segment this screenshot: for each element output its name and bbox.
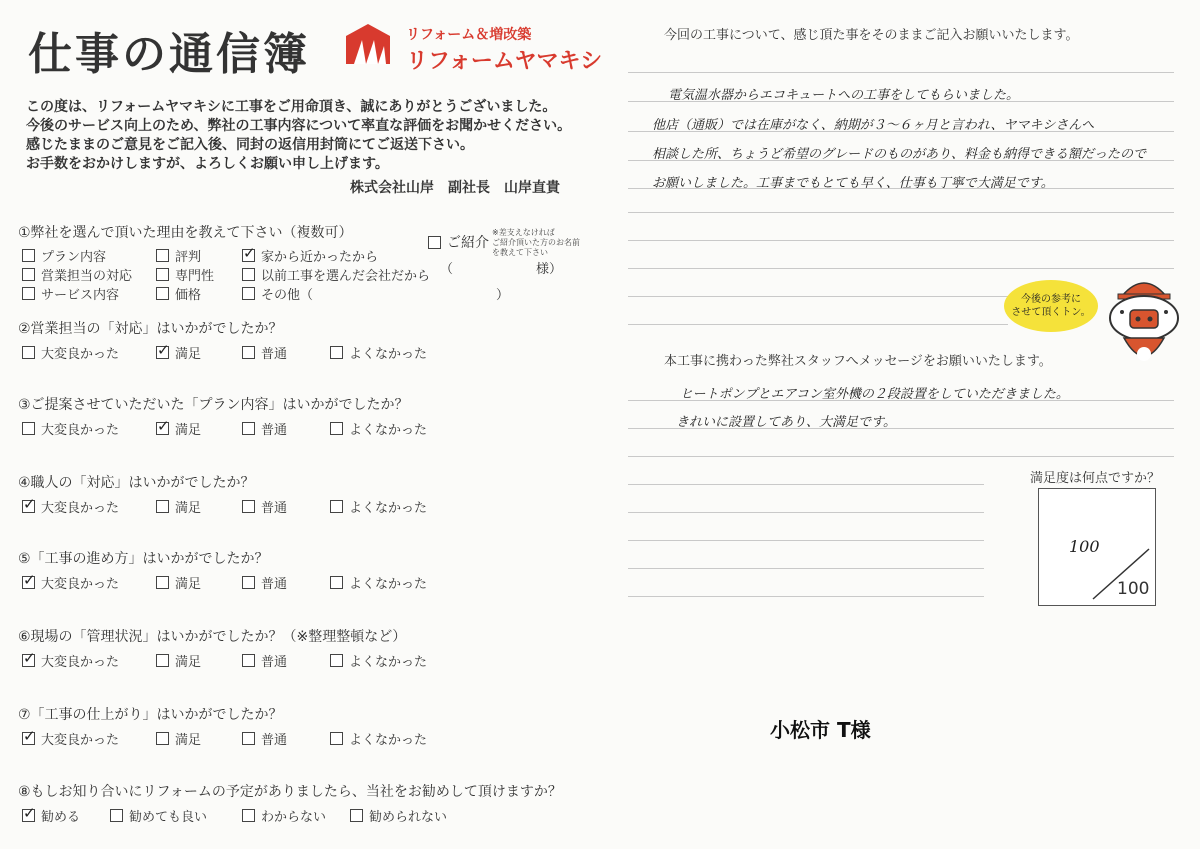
checkbox-icon[interactable]: [156, 346, 169, 359]
comment-text-line: お願いしました。工事までもとても早く、仕事も丁寧で大満足です。: [652, 176, 1054, 191]
checkbox-icon[interactable]: [156, 268, 169, 281]
bubble-line: 今後の参考に: [1021, 294, 1081, 305]
logo-name: リフォームヤマキシ: [406, 49, 603, 74]
rating-option[interactable]: ✓ 大変良かった: [22, 729, 119, 748]
comment-heading: 今回の工事について、感じ頂た事をそのままご記入お願いいたします。: [664, 28, 1079, 43]
checkbox-price[interactable]: 価格: [156, 284, 201, 303]
other-close-paren: ）: [496, 288, 510, 303]
checkbox-icon[interactable]: [350, 809, 363, 822]
checkbox-icon[interactable]: [156, 654, 169, 667]
ruled-line: [628, 268, 1174, 269]
rating-option[interactable]: 普通: [242, 497, 287, 516]
checkbox-icon[interactable]: [22, 287, 35, 300]
score-heading: 満足度は何点ですか？: [1030, 471, 1161, 486]
checkbox-icon[interactable]: [156, 287, 169, 300]
rating-option[interactable]: 満足: [156, 729, 201, 748]
customer-name: 小松市 T様: [770, 718, 871, 742]
comment-text-line: 電気温水器からエコキュートへの工事をしてもらいました。: [668, 88, 1020, 103]
checkbox-icon[interactable]: [242, 809, 255, 822]
intro-open-paren: （: [440, 262, 454, 277]
rating-option[interactable]: よくなかった: [330, 497, 427, 516]
checkbox-other[interactable]: その他（: [242, 284, 313, 303]
checkbox-icon[interactable]: [330, 500, 343, 513]
ruled-line: [628, 212, 1174, 213]
rating-option[interactable]: 普通: [242, 343, 287, 362]
rating-option[interactable]: ✓ 満足: [156, 419, 201, 438]
ruled-line: [628, 596, 984, 597]
ruled-line: [628, 512, 984, 513]
rating-option[interactable]: 普通: [242, 573, 287, 592]
checkbox-icon[interactable]: [242, 346, 255, 359]
score-box[interactable]: [1038, 488, 1156, 606]
intro-text: [26, 98, 571, 174]
checkbox-icon[interactable]: [242, 500, 255, 513]
ruled-line: [628, 72, 1174, 73]
intro-line: この度は、リフォームヤマキシに工事をご用命頂き、誠にありがとうございました。: [26, 99, 557, 115]
checkbox-icon[interactable]: [242, 268, 255, 281]
checkbox-icon[interactable]: [242, 287, 255, 300]
intro-sama: 様）: [536, 262, 563, 277]
checkbox-icon[interactable]: [22, 576, 35, 589]
checkbox-icon[interactable]: [22, 654, 35, 667]
rating-option[interactable]: 大変良かった: [22, 419, 119, 438]
rating-option[interactable]: 普通: [242, 729, 287, 748]
page-title: 仕事の通信簿: [28, 29, 310, 80]
checkbox-icon[interactable]: [22, 268, 35, 281]
checkbox-icon[interactable]: [242, 249, 255, 262]
introduction-note: ※差支えなければ ご紹介頂いた方のお名前 を教えて下さい: [492, 228, 580, 257]
checkbox-icon[interactable]: [22, 346, 35, 359]
question-1: ①弊社を選んで頂いた理由を教えて下さい（複数可）: [18, 225, 353, 241]
ruled-line: [628, 296, 1008, 297]
checkbox-icon[interactable]: [156, 249, 169, 262]
checkbox-icon[interactable]: [156, 576, 169, 589]
checkbox-reputation[interactable]: 評判: [156, 246, 201, 265]
checkbox-icon[interactable]: [242, 422, 255, 435]
rating-option[interactable]: ✓ 勧める: [22, 806, 80, 825]
question-7: ⑦「工事の仕上がり」はいかがでしたか？: [18, 707, 283, 723]
rating-option[interactable]: 普通: [242, 419, 287, 438]
rating-option[interactable]: よくなかった: [330, 573, 427, 592]
signature: 株式会社山岸 副社長 山岸直貴: [350, 180, 560, 196]
checkbox-icon[interactable]: [330, 654, 343, 667]
comment-text-line: 他店（通販）では在庫がなく、納期が３〜６ヶ月と言われ、ヤマキシさんへ: [652, 118, 1095, 133]
ruled-line: [628, 324, 1008, 325]
checkbox-icon[interactable]: [330, 346, 343, 359]
staff-text-line: ヒートポンプとエアコン室外機の２段設置をしていただきました。: [680, 387, 1069, 402]
checkbox-plan[interactable]: プラン内容: [22, 246, 106, 265]
pig-mascot-icon: [1098, 270, 1190, 374]
question-2: ②営業担当の「対応」はいかがでしたか？: [18, 321, 283, 337]
question-6: ⑥現場の「管理状況」はいかがでしたか？（※整理整頓など）: [18, 629, 407, 645]
staff-heading: 本工事に携わった弊社スタッフへメッセージをお願いいたします。: [664, 354, 1052, 369]
checkbox-introduction[interactable]: ご紹介: [428, 232, 489, 252]
question-4: ④職人の「対応」はいかがでしたか？: [18, 475, 255, 491]
intro-line: お手数をおかけしますが、よろしくお願い申し上げます。: [26, 156, 389, 172]
ruled-line: [628, 568, 984, 569]
staff-text-line: きれいに設置してあり、大満足です。: [676, 415, 896, 430]
rating-option[interactable]: 満足: [156, 497, 201, 516]
comment-text-line: 相談した所、ちょうど希望のグレードのものがあり、料金も納得できる額だったので: [652, 147, 1147, 162]
speech-bubble: [1004, 280, 1098, 332]
checkbox-icon[interactable]: [330, 422, 343, 435]
rating-option[interactable]: 満足: [156, 651, 201, 670]
checkbox-icon[interactable]: [156, 732, 169, 745]
checkbox-sales[interactable]: 営業担当の対応: [22, 265, 132, 284]
question-3: ③ご提案させていただいた「プラン内容」はいかがでしたか？: [18, 397, 409, 413]
rating-option[interactable]: 普通: [242, 651, 287, 670]
rating-option[interactable]: ✓ 満足: [156, 343, 201, 362]
logo-mark-icon: [344, 22, 392, 66]
rating-option[interactable]: 大変良かった: [22, 343, 119, 362]
rating-option[interactable]: 勧めても良い: [110, 806, 207, 825]
rating-option[interactable]: よくなかった: [330, 729, 427, 748]
intro-line: 今後のサービス向上のため、弊社の工事内容について率直な評価をお聞かせください。: [26, 118, 572, 134]
intro-line: 感じたままのご意見をご記入後、同封の返信用封筒にてご返送下さい。: [26, 137, 474, 153]
rating-option[interactable]: わからない: [242, 806, 326, 825]
checkbox-service[interactable]: サービス内容: [22, 284, 119, 303]
checkbox-icon[interactable]: [22, 500, 35, 513]
question-5: ⑤「工事の進め方」はいかがでしたか？: [18, 551, 269, 567]
checkbox-near-home[interactable]: ✓ 家から近かったから: [242, 246, 378, 265]
checkbox-icon[interactable]: [242, 732, 255, 745]
checkbox-icon[interactable]: [156, 500, 169, 513]
rating-option[interactable]: ✓ 大変良かった: [22, 573, 119, 592]
rating-option[interactable]: 満足: [156, 573, 201, 592]
rating-option[interactable]: 勧められない: [350, 806, 447, 825]
checkbox-icon[interactable]: [22, 422, 35, 435]
checkbox-icon[interactable]: [330, 576, 343, 589]
ruled-line: [628, 484, 984, 485]
ruled-line: [628, 456, 1174, 457]
score-value: 100: [1069, 537, 1100, 556]
checkbox-icon[interactable]: [22, 249, 35, 262]
checkbox-icon[interactable]: [110, 809, 123, 822]
rating-option[interactable]: ✓ 大変良かった: [22, 651, 119, 670]
score-max: 100: [1117, 579, 1150, 599]
question-8: ⑧もしお知り合いにリフォームの予定がありましたら、当社をお勧めして頂けますか？: [18, 784, 562, 800]
bubble-line: させて頂くトン。: [1011, 307, 1091, 318]
checkbox-icon[interactable]: [22, 809, 35, 822]
checkbox-icon[interactable]: [156, 422, 169, 435]
logo-tagline: リフォーム＆増改築: [406, 27, 532, 43]
checkbox-icon[interactable]: [242, 576, 255, 589]
checkbox-icon[interactable]: [242, 654, 255, 667]
checkbox-icon[interactable]: [22, 732, 35, 745]
rating-option[interactable]: よくなかった: [330, 419, 427, 438]
rating-option[interactable]: よくなかった: [330, 651, 427, 670]
rating-option[interactable]: よくなかった: [330, 343, 427, 362]
checkbox-previous[interactable]: 以前工事を選んだ会社だから: [242, 265, 430, 284]
rating-option[interactable]: ✓ 大変良かった: [22, 497, 119, 516]
ruled-line: [628, 240, 1174, 241]
checkbox-expertise[interactable]: 専門性: [156, 265, 214, 284]
checkbox-icon[interactable]: [428, 236, 441, 249]
checkbox-icon[interactable]: [330, 732, 343, 745]
ruled-line: [628, 540, 984, 541]
